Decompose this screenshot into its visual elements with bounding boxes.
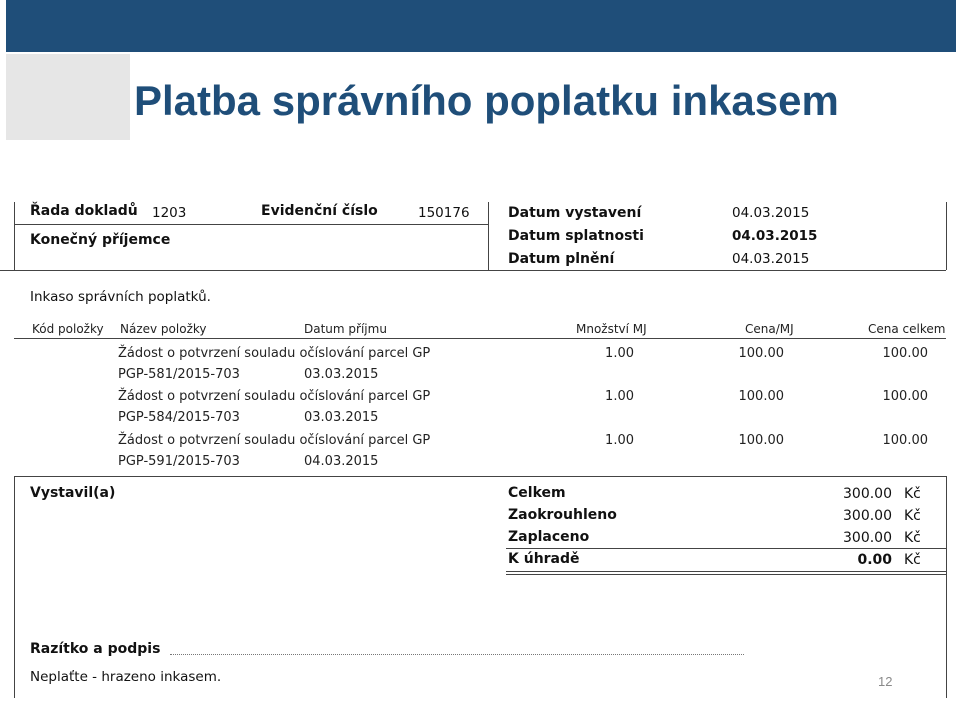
column-header-line [14,338,946,339]
zaplaceno-value: 300.00 [843,530,892,546]
item-qty: 1.00 [605,389,634,404]
item-qty: 1.00 [605,346,634,361]
header-bar [6,0,956,52]
item-total: 100.00 [882,433,928,448]
vystaveni-value: 04.03.2015 [732,205,810,221]
item-date: 04.03.2015 [304,454,379,469]
celkem-label: Celkem [508,485,566,501]
footer-left-border [14,476,15,698]
col-mnozstvi: Množství MJ [576,322,647,336]
zaokrouhleno-value: 300.00 [843,508,892,524]
signature-line [170,654,744,655]
zaokrouhleno-label: Zaokrouhleno [508,507,617,523]
zaplaceno-label: Zaplaceno [508,529,590,545]
item-name: Žádost o potvrzení souladu očíslování parcel GP [118,433,431,448]
item-date: 03.03.2015 [304,367,379,382]
k-uhrade-currency: Kč [904,552,921,568]
item-unit-price: 100.00 [738,433,784,448]
summary-underline-1 [506,571,946,572]
doc-right-border [946,202,947,270]
item-name: Žádost o potvrzení souladu očíslování parcel GP [118,389,431,404]
item-ref: PGP-584/2015-703 [118,410,240,425]
invoice-document [14,198,948,698]
header-bottom-line [0,270,946,271]
col-cena-celkem: Cena celkem [868,322,946,336]
item-name: Žádost o potvrzení souladu očíslování parcel GP [118,346,431,361]
side-accent-box [6,54,130,140]
footer-note: Neplaťte - hrazeno inkasem. [30,669,222,685]
celkem-currency: Kč [904,486,921,502]
col-cena-mj: Cena/MJ [745,322,794,336]
col-datum: Datum příjmu [304,322,387,336]
item-total: 100.00 [882,389,928,404]
zaplaceno-currency: Kč [904,530,921,546]
rada-label: Řada dokladů [30,203,138,219]
doc-middle-border [488,202,489,270]
evidencni-value: 150176 [418,205,470,221]
item-unit-price: 100.00 [738,389,784,404]
plneni-value: 04.03.2015 [732,251,810,267]
zaokrouhleno-currency: Kč [904,508,921,524]
header-divider [14,224,488,225]
footer-right-border [946,476,947,698]
item-ref: PGP-581/2015-703 [118,367,240,382]
prijemce-label: Konečný příjemce [30,232,171,248]
splatnosti-value: 04.03.2015 [732,228,818,244]
rada-value: 1203 [152,205,187,221]
item-total: 100.00 [882,346,928,361]
col-kod: Kód položky [32,322,104,336]
plneni-label: Datum plnění [508,251,615,267]
vystaveni-label: Datum vystavení [508,205,642,221]
vystavil-label: Vystavil(a) [30,485,116,501]
col-nazev: Název položky [120,322,207,336]
doc-left-border [14,202,15,270]
summary-divider [506,548,946,549]
evidencni-label: Evidenční číslo [261,203,378,219]
item-ref: PGP-591/2015-703 [118,454,240,469]
item-unit-price: 100.00 [738,346,784,361]
k-uhrade-label: K úhradě [508,551,580,567]
summary-underline-2 [506,574,946,575]
razitko-label: Razítko a podpis [30,641,161,657]
page-number: 12 [878,674,893,689]
footer-top-line [14,476,946,477]
splatnosti-label: Datum splatnosti [508,228,644,244]
k-uhrade-value: 0.00 [857,552,892,568]
celkem-value: 300.00 [843,486,892,502]
item-date: 03.03.2015 [304,410,379,425]
description-text: Inkaso správních poplatků. [30,289,211,305]
item-qty: 1.00 [605,433,634,448]
slide-title: Platba správního poplatku inkasem [134,77,839,124]
